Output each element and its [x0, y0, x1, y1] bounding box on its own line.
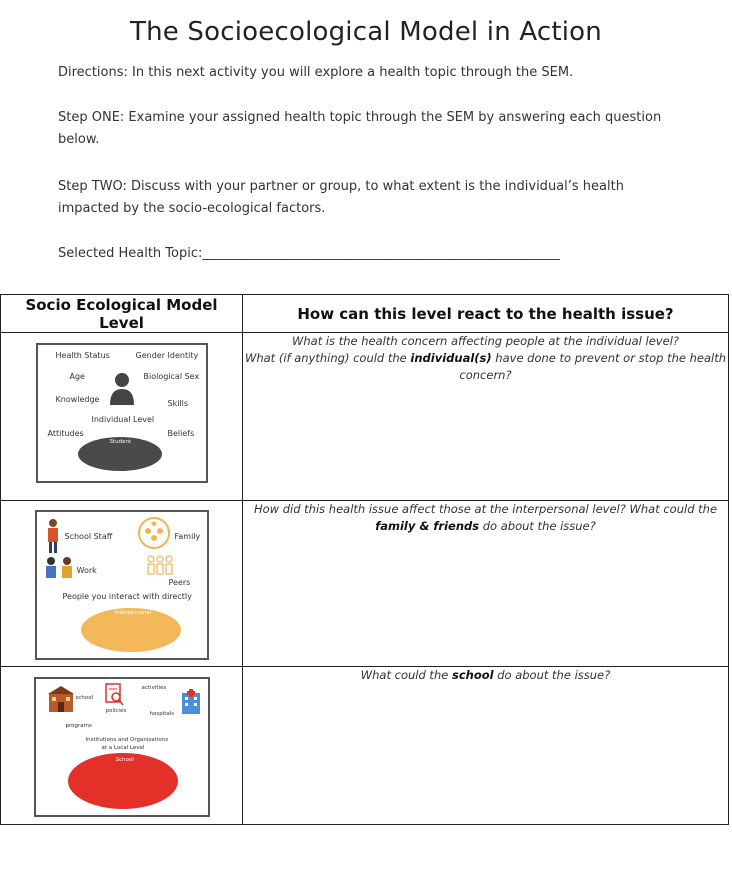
sem-table: [0, 294, 729, 825]
question-interpersonal-bold: family & friends: [375, 519, 480, 533]
label-individual-level: Individual Level: [91, 415, 155, 424]
staff-person-icon: [45, 518, 61, 554]
label-school-staff: School Staff: [64, 532, 113, 541]
school-level-image: [34, 677, 210, 817]
work-people-icon: [43, 556, 77, 584]
question-interpersonal-line2: do about the issue?: [479, 519, 596, 533]
header-reaction: How can this level react to the health issue?: [243, 295, 729, 333]
hospital-icon: [180, 689, 202, 715]
individual-level-cell: [1, 333, 243, 501]
label-policies: policies: [105, 708, 127, 714]
label-programs: programs: [65, 723, 92, 729]
school-level-cell: [1, 667, 243, 825]
school-question-cell[interactable]: [243, 667, 729, 825]
family-circle-icon: [137, 516, 171, 550]
policies-document-icon: [104, 683, 124, 707]
question-school-line2: do about the issue?: [493, 668, 611, 682]
label-biological-sex: Biological Sex: [143, 372, 200, 381]
label-student: Student: [109, 439, 132, 445]
step-two-text: Step TWO: Discuss with your partner or group, to what extent is the individual’s health impacted by the socio-ecological factors.: [58, 179, 624, 216]
label-age: Age: [69, 372, 85, 381]
label-beliefs: Beliefs: [167, 429, 195, 438]
step-one-text: Step ONE: Examine your assigned health topic through the SEM by answering each question below.: [58, 110, 662, 147]
directions-text: Directions: In this next activity you will explore a health topic through the SEM.: [58, 65, 574, 80]
school-building-icon: [48, 685, 74, 713]
label-institutions: Institutions and Organizations: [85, 737, 169, 743]
peers-icon: [145, 554, 175, 578]
label-work: Work: [76, 566, 97, 575]
label-peers: Peers: [168, 578, 191, 587]
label-skills: Skills: [167, 399, 189, 408]
interpersonal-question-cell[interactable]: [243, 501, 729, 667]
table-row: [1, 667, 729, 825]
individual-question-cell[interactable]: [243, 333, 729, 501]
question-individual-line2: What (if anything) could the: [244, 351, 411, 365]
label-activities: activities: [141, 685, 167, 691]
question-school-bold: school: [451, 668, 494, 682]
header-level: Socio Ecological Model Level: [1, 295, 243, 333]
label-knowledge: Knowledge: [55, 395, 100, 404]
selected-topic-field[interactable]: Selected Health Topic:_______________________________________________________: [58, 246, 560, 261]
label-attitudes: Attitudes: [47, 429, 84, 438]
question-school-line1: What could the: [360, 668, 452, 682]
question-individual-line1: What is the health concern affecting people at the individual level?: [291, 334, 679, 348]
label-interpersonal: Interpersonal: [114, 610, 152, 616]
table-row: [1, 501, 729, 667]
table-header-row: [1, 295, 729, 333]
label-school-ellipse: School: [115, 757, 134, 763]
question-interpersonal-line1: How did this health issue affect those at the interpersonal level? What could the: [253, 502, 718, 516]
label-gender-identity: Gender Identity: [135, 351, 199, 360]
page-title: The Socioecological Model in Action: [130, 17, 602, 47]
question-individual-bold: individual(s): [410, 351, 492, 365]
label-health-status: Health Status: [55, 351, 110, 360]
interpersonal-level-image: [35, 510, 209, 660]
label-family: Family: [174, 532, 201, 541]
question-individual-line3: have done to prevent or stop the health concern?: [459, 351, 727, 382]
individual-level-image: [36, 343, 208, 483]
person-icon: [108, 371, 136, 405]
table-row: [1, 333, 729, 501]
interpersonal-level-cell: [1, 501, 243, 667]
label-school: school: [75, 695, 94, 701]
label-hospitals: hospitals: [149, 711, 175, 717]
label-people-interact: People you interact with directly: [62, 592, 192, 601]
label-local-level: at a Local Level: [101, 745, 145, 751]
